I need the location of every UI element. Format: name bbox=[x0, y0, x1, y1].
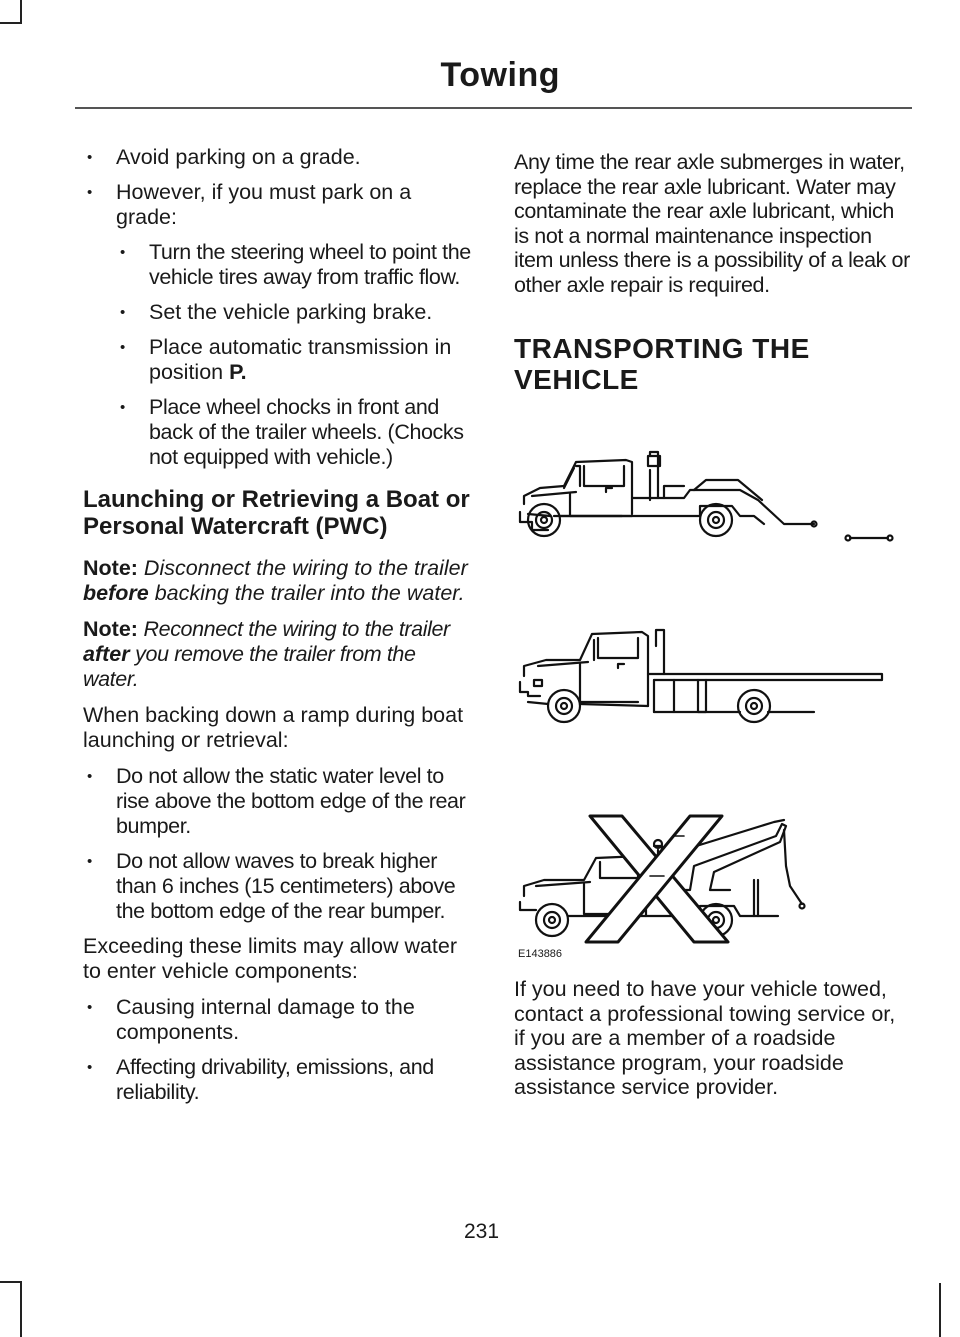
position-letter: P. bbox=[229, 360, 247, 384]
note-emphasis: before bbox=[83, 581, 149, 605]
note-text: Disconnect the wiring to the trailer bbox=[137, 556, 468, 580]
sub-list-item bbox=[83, 335, 476, 385]
list-item: • Affecting drivability, emissions, and reliability. bbox=[83, 1055, 476, 1105]
note-text: backing the trailer into the water. bbox=[148, 581, 465, 605]
towing-illustration bbox=[514, 446, 910, 966]
note-text: you remove the trailer from the water. bbox=[83, 642, 416, 691]
flatbed-tow-truck-icon bbox=[520, 630, 882, 722]
list-item: • Causing internal damage to the components. bbox=[83, 995, 476, 1045]
header-rule bbox=[75, 107, 912, 109]
parking-list bbox=[83, 145, 476, 470]
note-label: Note: bbox=[83, 617, 138, 641]
right-column bbox=[514, 150, 910, 395]
note-paragraph bbox=[83, 617, 476, 692]
list-item: • However, if you must park on a grade: bbox=[83, 180, 476, 230]
section-heading: Launching or Retrieving a Boat or Personal Watercraft (PWC) bbox=[83, 486, 470, 540]
figure-id: E143886 bbox=[518, 948, 563, 960]
sub-list-item: • Set the vehicle parking brake. bbox=[83, 300, 476, 325]
page-title: Towing bbox=[440, 56, 560, 94]
left-column bbox=[83, 145, 476, 1115]
crop-mark-bottom-left-v bbox=[20, 1283, 22, 1337]
crop-mark-bottom-right-v bbox=[939, 1283, 941, 1337]
towing-paragraph: If you need to have your vehicle towed, contact a professional towing service or, if you are a member of a roadside assistance program, your roadside assistance service provider. bbox=[514, 977, 896, 1099]
section-heading-line2: VEHICLE bbox=[514, 364, 639, 395]
note-label: Note: bbox=[83, 556, 138, 580]
body-paragraph: When backing down a ramp during boat launching or retrieval: bbox=[83, 703, 464, 752]
exceed-list bbox=[83, 995, 476, 1105]
body-paragraph: Exceeding these limits may allow water to enter vehicle components: bbox=[83, 934, 458, 983]
note-paragraph bbox=[83, 556, 476, 606]
note-text: Reconnect the wiring to the trailer bbox=[137, 617, 450, 641]
wheel-lift-tow-truck-icon bbox=[520, 452, 893, 541]
sling-tow-truck-icon bbox=[520, 816, 805, 942]
list-item: • Do not allow waves to break higher than 6 inches (15 centimeters) above the bottom edge of the rear bumper. bbox=[83, 849, 476, 924]
crop-mark-bottom-left-h bbox=[0, 1281, 22, 1283]
sub-list-item: • Place wheel chocks in front and back of the trailer wheels. (Chocks not equipped with vehicle.) bbox=[83, 395, 476, 470]
list-item: • Avoid parking on a grade. bbox=[83, 145, 476, 170]
axle-paragraph: Any time the rear axle submerges in water, replace the rear axle lubricant. Water may contaminate the rear axle lubricant, which is not a normal maintenance inspection item unless there is a possibility of a leak or other axle repair is required. bbox=[514, 150, 910, 297]
towing-figure bbox=[514, 446, 910, 966]
list-item: • Do not allow the static water level to rise above the bottom edge of the rear bumper. bbox=[83, 764, 476, 839]
crop-mark-top-left-h bbox=[0, 22, 22, 24]
page-number: 231 bbox=[464, 1220, 500, 1243]
crop-mark-top-left-v bbox=[20, 0, 22, 24]
sub-list-text: Place automatic transmission in position bbox=[149, 335, 452, 384]
section-heading-line1: TRANSPORTING THE bbox=[514, 333, 810, 364]
note-emphasis: after bbox=[83, 642, 130, 666]
ramp-list bbox=[83, 764, 476, 924]
sub-list-item: • Turn the steering wheel to point the vehicle tires away from traffic flow. bbox=[83, 240, 476, 290]
